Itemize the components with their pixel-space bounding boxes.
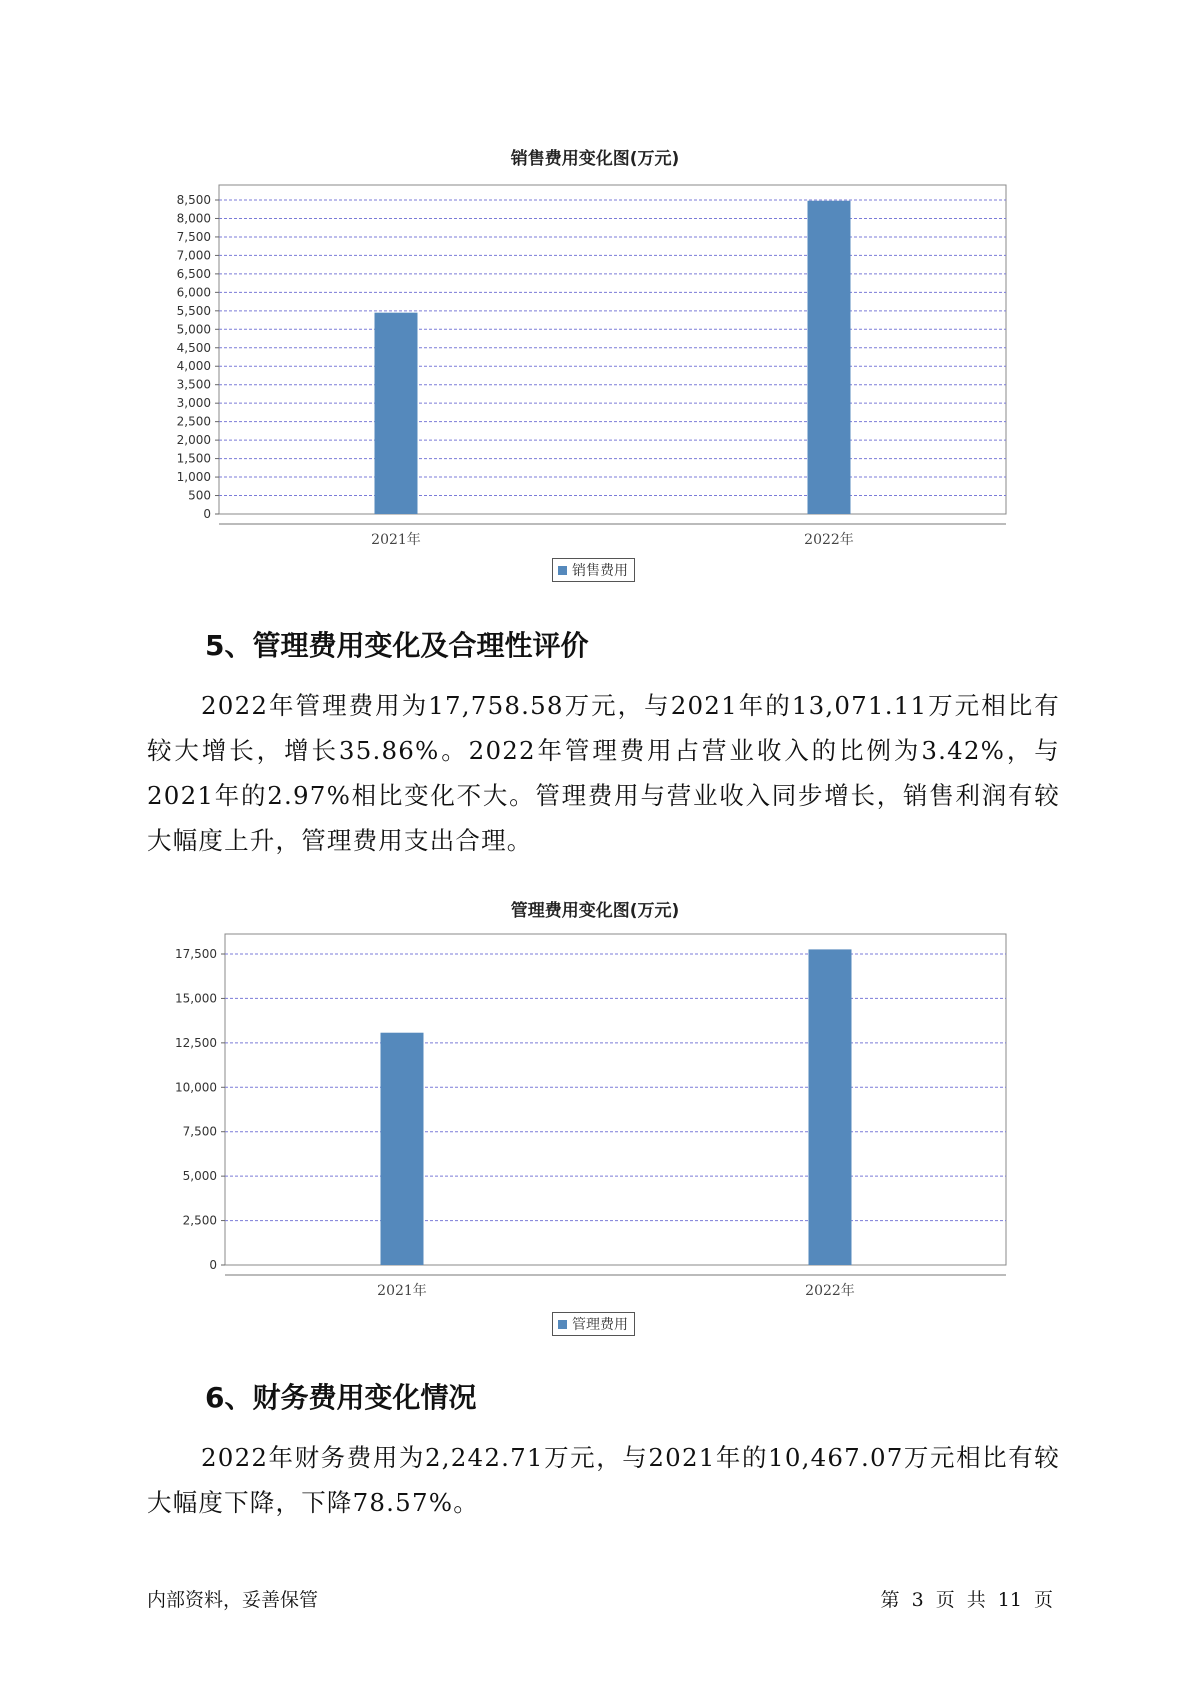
section5-paragraph: 2022年管理费用为17,758.58万元，与2021年的13,071.11万元相比有较大增长，增长35.86%。2022年管理费用占营业收入的比例为3.42%，与2021年的2.97%相比变化不大。管理费用与营业收入同步增长，销售利润有较大幅度上升，管理费用支出合理。 xyxy=(147,691,1060,855)
y-tick-label: 7,500 xyxy=(182,1124,217,1139)
y-tick-label: 7,500 xyxy=(176,229,211,244)
y-tick-label: 15,000 xyxy=(175,991,217,1006)
y-tick-label: 17,500 xyxy=(175,947,217,961)
section5-heading: 5、管理费用变化及合理性评价 xyxy=(205,629,589,662)
y-tick-label: 7,000 xyxy=(176,248,211,263)
x-tick-label: 2021年 xyxy=(371,532,421,548)
section6-heading: 6、财务费用变化情况 xyxy=(205,1381,477,1414)
bar-2022年 xyxy=(809,949,852,1265)
y-tick-label: 5,500 xyxy=(176,303,211,318)
y-tick-label: 0 xyxy=(209,1258,217,1272)
y-tick-label: 12,500 xyxy=(175,1035,217,1050)
x-tick-label: 2022年 xyxy=(804,532,854,548)
chart2-title: 管理费用变化图(万元) xyxy=(510,901,680,921)
bar-2021年 xyxy=(381,1033,424,1265)
y-tick-label: 10,000 xyxy=(175,1080,217,1095)
x-tick-label: 2022年 xyxy=(805,1283,855,1299)
y-tick-label: 3,500 xyxy=(176,377,211,392)
chart2-legend xyxy=(552,1312,635,1336)
y-tick-label: 5,000 xyxy=(176,322,211,337)
x-tick-label: 2021年 xyxy=(377,1283,427,1299)
y-tick-label: 500 xyxy=(188,488,211,503)
y-tick-label: 8,000 xyxy=(176,211,211,226)
y-tick-label: 6,000 xyxy=(176,285,211,300)
y-tick-label: 4,000 xyxy=(176,359,211,374)
legend-swatch-icon xyxy=(558,1320,567,1329)
y-tick-label: 8,500 xyxy=(176,193,211,207)
y-tick-label: 2,500 xyxy=(176,414,211,429)
y-tick-label: 6,500 xyxy=(176,266,211,281)
plot-area xyxy=(225,934,1006,1265)
chart1-title: 销售费用变化图(万元) xyxy=(510,149,680,169)
y-tick-label: 0 xyxy=(203,507,211,521)
legend-label: 销售费用 xyxy=(572,563,628,579)
legend-label: 管理费用 xyxy=(572,1317,628,1333)
y-tick-label: 2,000 xyxy=(176,433,211,448)
footer-page-number: 第 3 页 共 11 页 xyxy=(880,1589,1053,1611)
y-tick-label: 5,000 xyxy=(182,1169,217,1184)
section6-paragraph: 2022年财务费用为2,242.71万元，与2021年的10,467.07万元相比有较大幅度下降，下降78.57%。 xyxy=(147,1443,1060,1517)
y-tick-label: 4,500 xyxy=(176,340,211,355)
y-tick-label: 3,000 xyxy=(176,396,211,411)
y-tick-label: 1,000 xyxy=(176,470,211,485)
y-tick-label: 1,500 xyxy=(176,451,211,466)
y-tick-label: 2,500 xyxy=(182,1213,217,1228)
footer-confidential-note: 内部资料，妥善保管 xyxy=(147,1589,319,1611)
